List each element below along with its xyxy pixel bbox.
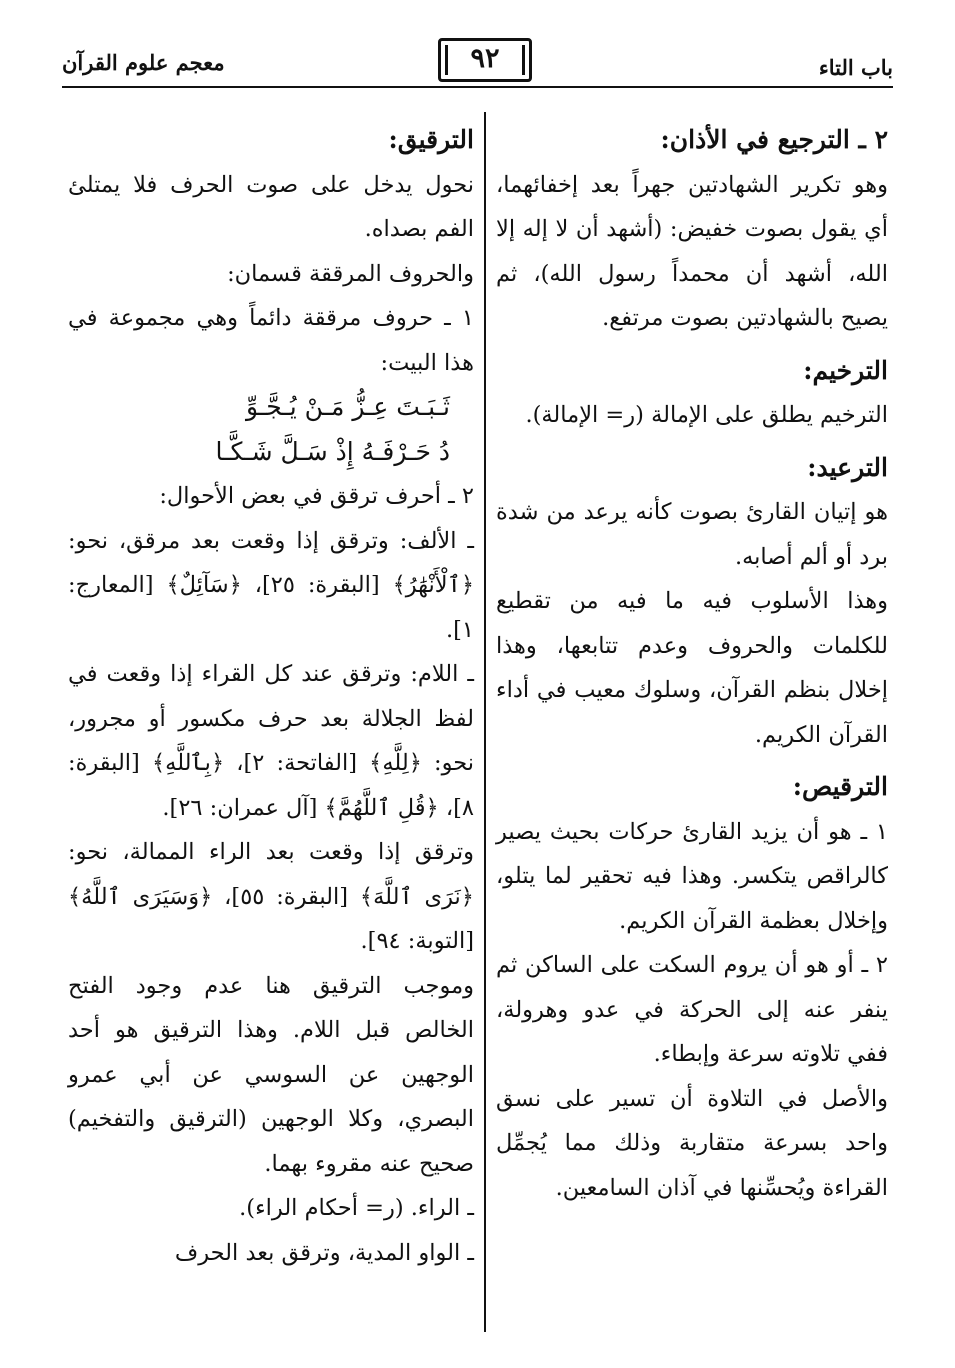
- column-divider: [484, 112, 486, 1332]
- paragraph: هو إتيان القارئ بصوت كأنه يرعد من شدة برد أو ألم أصابه.: [496, 499, 888, 570]
- verse-line: ثَـبَـتَ عِـزُّ مَـنْ يُـجَّـوِّ: [246, 392, 450, 421]
- paragraph: ـ الألف: وترقق إذا وقعت بعد مرقق، نحو: ﴿ٱلْأَنْهَٰرُ﴾ [البقرة: ٢٥]، ﴿سَآئِلٌ﴾ [المعارج: ١].: [68, 527, 475, 643]
- heading-tarjee: ٢ ـ الترجيع في الأذان:: [660, 125, 888, 154]
- heading-tarkheem: الترخيم:: [803, 355, 888, 385]
- paragraph: الترخيم يطلق على الإمالة (ر= الإمالة).: [525, 402, 888, 428]
- paragraph: وهو تكرير الشهادتين جهراً بعد إخفائهما، أي يقول بصوت خفيض: (أشهد أن لا إله إلا الله، أشهد أن محمداً رسول الله)، ثم يصيح بالشهادتين بصوت مرتفع.: [496, 171, 888, 331]
- header-rule: [62, 86, 893, 88]
- paragraph: ـ الواو المدية، وترقق بعد الحرف: [174, 1239, 474, 1266]
- paragraph: نحول يدخل على صوت الحرف فلا يمتلئ الفم بصداه.: [68, 171, 474, 242]
- page-number-frame: [438, 38, 532, 82]
- paragraph: ١ ـ حروف مرققة دائماً وهي مجموعة في هذا البيت:: [68, 305, 474, 376]
- paragraph: والأصل في التلاوة أن تسير على نسق واحد بسرعة متقاربة وذلك مما يُجمِّل القراءة ويُحسِّنها في آذان السامعين.: [496, 1085, 888, 1201]
- right-column: [496, 118, 888, 1210]
- paragraph: وهذا الأسلوب فيه ما فيه من تقطيع للكلمات والحروف وعدم تتابعها، وهذا إخلال بنظم القرآن، وسلوك معيب في أداء القرآن الكريم.: [496, 588, 888, 748]
- heading-tarqeeq: الترقيق:: [388, 125, 474, 154]
- paragraph: وموجب الترقيق هنا عدم وجود الفتح الخالص قبل اللام. وهذا الترقيق هو أحد الوجهين عن السوسي عن أبي عمرو البصري، وكلا الوجهين (الترقيق والتفخيم) صحيح عنه مقروء بهما.: [68, 972, 474, 1177]
- paragraph: ١ ـ هو أن يزيد القارئ حركات بحيث يصير كالراقص يتكسر. وهذا فيه تحقير لما يتلو، وإخلال بعظمة القرآن الكريم.: [496, 818, 888, 934]
- heading-tarieed: الترعيد:: [807, 452, 888, 482]
- paragraph: ـ الراء. (ر= أحكام الراء).: [239, 1195, 474, 1221]
- book-title: معجم علوم القرآن: [62, 50, 225, 75]
- left-column: [68, 118, 474, 1275]
- verse-line: دُ حَـرْفَـهُ إِذْ سَـلَّ شَـكَّـا: [215, 436, 450, 466]
- page-number: ٩٢: [470, 43, 500, 74]
- paragraph: ٢ ـ أو هو أن يروم السكت على الساكن ثم ينفر عنه إلى الحركة في عدو وهرولة، ففي تلاوته سرعة وإبطاء.: [496, 952, 888, 1067]
- paragraph: ـ اللام: وترقق عند كل القراء إذا وقعت في لفظ الجلالة بعد حرف مكسور أو مجرور، نحو: ﴿لِلَّهِ﴾ [الفاتحة: ٢]، ﴿بِٱللَّهِ﴾ [البقرة: ٨]، ﴿قُلِ ٱللَّهُمَّ﴾ [آل عمران: ٢٦].: [68, 661, 475, 821]
- paragraph: والحروف المرققة قسمان:: [227, 260, 474, 287]
- chapter-title: باب التاء: [818, 55, 893, 80]
- paragraph: وترقق إذا وقعت بعد الراء الممالة، نحو: ﴿نَرَى ٱللَّهَ﴾ [البقرة: ٥٥]، ﴿وَسَيَرَى ٱللَّهُ﴾ [التوبة: ٩٤].: [68, 839, 474, 954]
- paragraph: ٢ ـ أحرف ترقق في بعض الأحوال:: [159, 483, 474, 509]
- heading-tarqees: الترقيص:: [792, 772, 888, 801]
